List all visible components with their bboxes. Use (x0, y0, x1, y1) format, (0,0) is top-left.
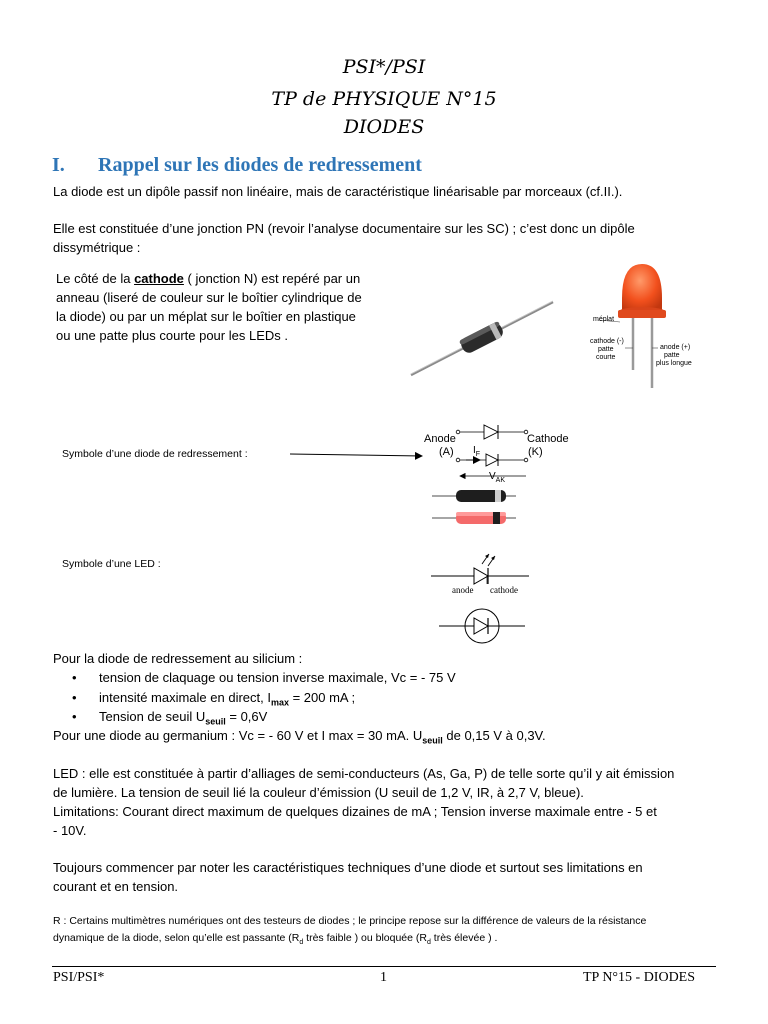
bullet-3: • (72, 709, 77, 724)
cathode-text-line-4: ou une patte plus courte pour les LEDs . (56, 328, 288, 343)
led-line-2: de lumière. La tension de seuil lié la couleur d’émission (U seuil de 1,2 V, IR, à 2,7 V, bleue). (53, 785, 584, 800)
rectifier-symbol-label: Symbole d’une diode de redressement : (62, 448, 248, 460)
led-label-cathode-1: cathode (-) (590, 338, 624, 345)
cathode-term: cathode (134, 271, 184, 286)
led-anode-label: anode (452, 585, 474, 595)
advice-line-2: courant et en tension. (53, 879, 179, 894)
led-line-1: LED : elle est constituée à partir d’alliages de semi-conducteurs (As, Ga, P) de telle sorte qu’il y ait émission (53, 766, 675, 781)
footer-divider (52, 966, 716, 967)
anode-label: Anode (424, 433, 456, 445)
silicon-bullet-1: tension de claquage ou tension inverse maximale, Vc = - 75 V (99, 670, 456, 685)
rectifier-diode-photo (405, 296, 555, 380)
bullet-1: • (72, 670, 77, 685)
silicon-bullet-3: Tension de seuil $U_{seuil} = 0,6V$ (99, 709, 268, 727)
section-title: Rappel sur les diodes de redressement (98, 154, 422, 176)
led-label-anode-3: plus longue (656, 360, 692, 367)
led-line-4: - 10V. (53, 823, 87, 838)
cathode-label: Cathode (527, 433, 569, 445)
intro-paragraph-1: La diode est un dipôle passif non linéaire, mais de caractéristique linéarisable par morceaux (cf.II.). (53, 184, 623, 199)
led-photo (580, 260, 700, 395)
led-cathode-label: cathode (490, 585, 518, 595)
header-line-2: TP de PHYSIQUE N°15 (271, 88, 497, 110)
led-label-meplat: méplat (593, 316, 615, 323)
led-label-cathode-3: courte (596, 354, 616, 361)
remark-line-1: R : Certains multimètres numériques ont des testeurs de diodes ; le principe repose sur la différence de valeurs de la résistance (53, 915, 647, 927)
led-label-cathode-2: patte (598, 346, 614, 353)
intro-paragraph-2b: dissymétrique : (53, 240, 141, 255)
anode-a-label: (A) (439, 446, 454, 458)
header-line-1: PSI*/PSI (342, 56, 426, 78)
led-symbol (425, 548, 535, 648)
bullet-2: • (72, 690, 77, 705)
advice-line-1: Toujours commencer par noter les caractéristiques techniques d’une diode et surtout ses limitations en (53, 860, 643, 875)
led-label-anode-1: anode (+) (660, 344, 691, 351)
germanium-line: Pour une diode au germanium : Vc = - 60 V et I max = 30 mA. $U_{seuil}$ de 0,15 V à 0,3V. (53, 728, 546, 746)
vak-label: $V_{AK}$ (489, 471, 506, 484)
led-label-anode-2: patte (664, 352, 680, 359)
page-number: 1 (380, 970, 387, 985)
section-heading (52, 154, 422, 177)
led-line-3: Limitations: Courant direct maximum de quelques dizaines de mA ; Tension inverse maximale entre - 5 et (53, 804, 657, 819)
remark-line-2: dynamique de la diode, selon qu’elle est passante ($R_d$ très faible ) ou bloquée ($R_d$ très élevée ) . (53, 932, 498, 947)
silicon-bullet-2: intensité maximale en direct, $I_{max} = 200$ mA ; (99, 690, 356, 708)
led-symbol-label: Symbole d’une LED : (62, 558, 161, 570)
silicon-heading: Pour la diode de redressement au silicium : (53, 651, 303, 666)
footer-left: PSI/PSI* (53, 970, 105, 985)
footer-right: TP N°15 - DIODES (583, 970, 696, 985)
section-number: I. (52, 154, 65, 176)
cathode-text-line-1: Le côté de la cathode ( jonction N) est repéré par un (56, 271, 361, 286)
header-line-3: DIODES (343, 116, 425, 138)
current-label: $I_F$ (473, 445, 481, 458)
intro-paragraph-2a: Elle est constituée d’une jonction PN (revoir l’analyse documentaire sur les SC) ; c’est donc un dipôle (53, 221, 635, 236)
cathode-text-line-2: anneau (liseré de couleur sur le boîtier cylindrique de (56, 290, 362, 305)
cathode-text-line-3: la diode) ou par un méplat sur le boîtier en plastique (56, 309, 356, 324)
cathode-k-label: (K) (528, 446, 543, 458)
